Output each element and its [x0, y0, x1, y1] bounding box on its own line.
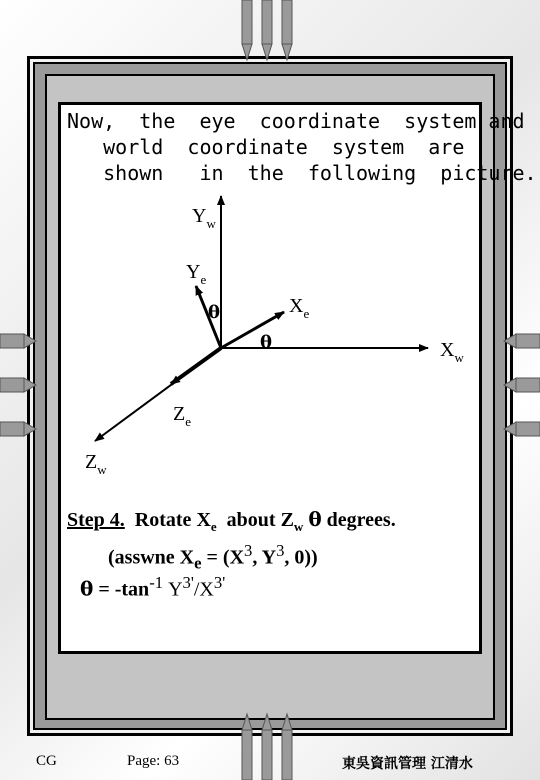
footer-left: CG: [36, 753, 57, 769]
xw-label: $X_w$: [440, 339, 464, 365]
ye-label: $Y_e$: [186, 261, 207, 287]
assume-end: , 0)): [284, 546, 318, 569]
eq-text: = -tan: [98, 578, 150, 601]
xe-axis: [221, 312, 284, 348]
intro-line-1: Now, the eye coordinate system and: [67, 109, 525, 133]
yw-label: $Y_w$: [192, 205, 216, 231]
step-theta: θ: [308, 507, 322, 531]
eq-x-sup: 3': [213, 573, 226, 592]
step-text-rotate: Rotate X: [134, 509, 211, 531]
equation-line: [80, 568, 225, 605]
ze-axis: [171, 348, 221, 384]
step-text-degrees: degrees.: [326, 509, 396, 531]
xe-label: $X_e$: [289, 295, 310, 321]
eq-theta: θ: [80, 576, 94, 601]
ze-label: $Z_e$: [173, 403, 191, 429]
footer-author: 東吳資訊管理 江清水: [342, 756, 473, 772]
assume-open: (asswne X: [108, 546, 195, 569]
step-sub-e: e: [210, 519, 217, 534]
intro-line-3: shown in the following picture.: [67, 161, 537, 185]
step-sub-w: w: [293, 519, 304, 534]
assume-sup-1: 3: [244, 541, 253, 560]
step-text-about: about Z: [226, 509, 294, 531]
assume-mid: , Y: [252, 546, 277, 569]
eq-y-sup: 3': [182, 573, 194, 592]
theta-label-upper: θ: [208, 302, 221, 323]
step-label: Step 4.: [67, 509, 125, 531]
theta-label-lower: θ: [260, 332, 273, 353]
assume-eq: = (X: [206, 546, 245, 569]
footer-page-number: Page: 63: [127, 753, 180, 769]
zw-label: $Z_w$: [85, 451, 107, 477]
assume-sub: e: [194, 553, 202, 573]
eq-y: Y: [168, 578, 183, 601]
assume-sup-2: 3: [276, 541, 285, 560]
eq-sup: -1: [149, 573, 164, 592]
intro-line-2: world coordinate system are: [67, 135, 465, 159]
eq-slash-x: /X: [193, 578, 214, 601]
